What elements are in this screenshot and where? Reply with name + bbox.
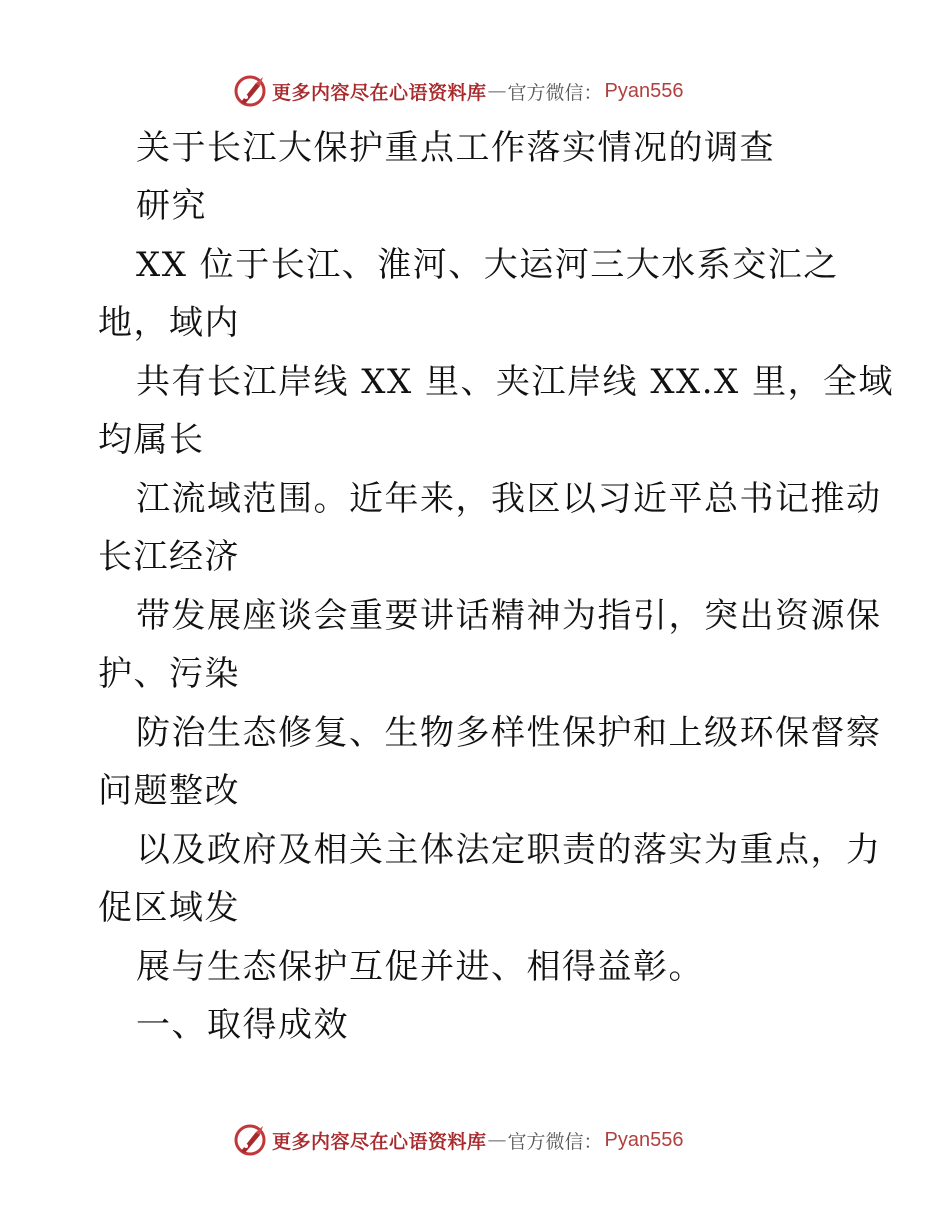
watermark-dash: — <box>487 1129 507 1151</box>
paragraph-line: 以及政府及相关主体法定职责的落实为重点，力 <box>136 830 882 870</box>
watermark-dash: — <box>487 80 507 102</box>
watermark-contact-label: 官方微信： <box>507 81 603 104</box>
section-heading: 一、取得成效 <box>136 1005 349 1045</box>
quill-pen-logo-icon <box>232 1122 268 1158</box>
quill-pen-logo-icon <box>232 73 268 109</box>
paragraph-line: 促区域发 <box>98 888 240 928</box>
watermark-contact-id: Pyan556 <box>604 1128 684 1151</box>
paragraph-line: 护、污染 <box>98 654 240 694</box>
watermark-contact-label: 官方微信： <box>507 1130 603 1153</box>
document-title-line-1: 关于长江大保护重点工作落实情况的调查 <box>136 128 775 168</box>
document-title-line-2: 研究 <box>136 186 207 226</box>
watermark-brand-text: 更多内容尽在心语资料库 <box>272 1130 487 1153</box>
paragraph-line: XX 位于长江、淮河、大运河三大水系交汇之 <box>136 245 839 285</box>
paragraph-line: 共有长江岸线 XX 里、夹江岸线 XX.X 里，全域 <box>136 362 895 402</box>
header-watermark <box>232 73 684 109</box>
paragraph-line: 江流域范围。近年来，我区以习近平总书记推动 <box>136 479 882 519</box>
paragraph-line: 带发展座谈会重要讲话精神为指引，突出资源保 <box>136 596 882 636</box>
paragraph-line: 问题整改 <box>98 771 240 811</box>
paragraph-line: 展与生态保护互促并进、相得益彰。 <box>136 947 704 987</box>
footer-watermark <box>232 1122 684 1158</box>
watermark-contact-id: Pyan556 <box>604 79 684 102</box>
paragraph-line: 长江经济 <box>98 537 240 577</box>
paragraph-line: 均属长 <box>98 420 205 460</box>
paragraph-line: 地，域内 <box>98 303 240 343</box>
watermark-brand-text: 更多内容尽在心语资料库 <box>272 81 487 104</box>
paragraph-line: 防治生态修复、生物多样性保护和上级环保督察 <box>136 713 882 753</box>
